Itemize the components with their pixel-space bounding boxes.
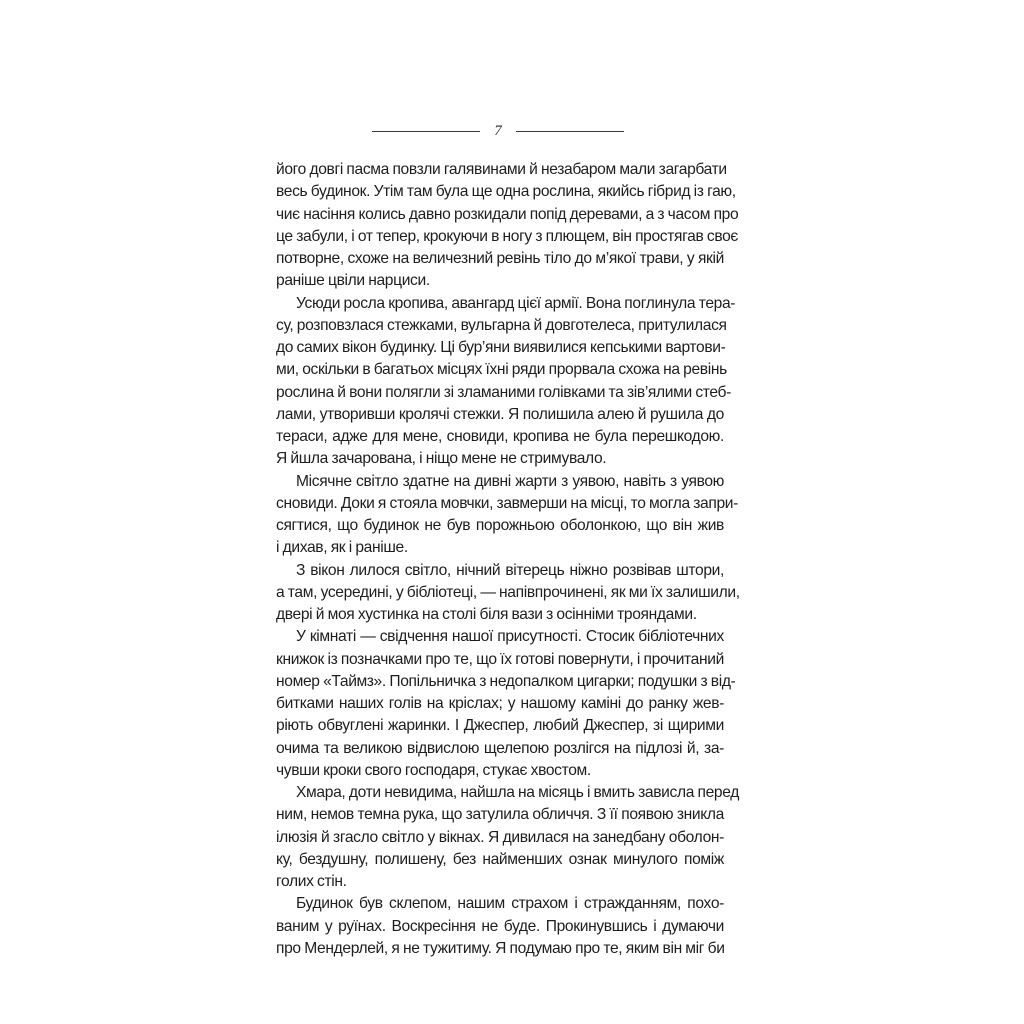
text-line: сновиди. Доки я стояла мовчки, завмерши на місці, то могла запри- bbox=[276, 494, 738, 512]
page-header bbox=[372, 121, 624, 141]
text-line: ваним у руїнах. Воскресіння не буде. Прокинувшись і думаючи bbox=[276, 917, 724, 935]
paragraph bbox=[276, 471, 738, 560]
text-line: книжок із позначками про те, що їх готові повернути, і прочитаний bbox=[276, 650, 724, 668]
header-rule-right bbox=[516, 131, 624, 132]
text-line: ку, бездушну, полишену, без найменших ознак минулого поміж bbox=[276, 850, 724, 868]
paragraph bbox=[276, 626, 736, 782]
text-line: про Мендерлей, я не тужитиму. Я подумаю про те, яким він міг би bbox=[276, 939, 725, 957]
text-line: це забули, і от тепер, крокуючи в ногу з плющем, він простягав своє bbox=[276, 227, 739, 245]
paragraph bbox=[276, 293, 736, 471]
text-line: Місячне світло здатне на дивні жарти з уявою, навіть з уявою bbox=[296, 472, 724, 490]
text-line: раніше цвіли нарциси. bbox=[276, 272, 430, 290]
text-line: Усюди росла кропива, авангард цієї армії. Вона поглинула тера- bbox=[296, 294, 736, 312]
paragraph bbox=[276, 560, 740, 627]
text-line: чувши кроки свого господаря, стукає хвостом. bbox=[276, 761, 591, 779]
text-line: голих стін. bbox=[276, 873, 347, 890]
text-line: ілюзія й згасло світло у вікнах. Я дивилася на занедбану оболон- bbox=[276, 828, 724, 846]
text-line: очима та великою відвислою щелепою розлігся на підлозі й, за- bbox=[276, 739, 724, 757]
text-line: і дихав, як і раніше. bbox=[276, 539, 408, 557]
body-text bbox=[276, 159, 740, 960]
text-line: тераси, адже для мене, сновиди, кропива не була перешкодою. bbox=[276, 428, 724, 445]
text-line: весь будинок. Утім там була ще одна рослина, якийсь гібрид із гаю, bbox=[276, 183, 736, 201]
text-line: лами, утворивши кролячі стежки. Я полишила алею й рушила до bbox=[276, 405, 724, 423]
text-line: двері й моя хустинка на столі біля вази з осінніми трояндами. bbox=[276, 606, 697, 623]
text-line: сягтися, що будинок не був порожньою оболонкою, що він жив bbox=[276, 517, 724, 534]
text-line: потворне, схоже на величезний ревінь тіло до м’якої трави, у якій bbox=[276, 250, 724, 267]
page-number: 7 bbox=[494, 123, 502, 139]
text-line: його довгі пасма повзли галявинами й незабаром мали загарбати bbox=[276, 161, 727, 178]
paragraph bbox=[276, 782, 739, 893]
text-line: ми, оскільки в багатьох місцях їхні ряди прорвала схожа на ревінь bbox=[276, 361, 727, 379]
text-line: до самих вікон будинку. Ці бур’яни виявилися кепськими вартови- bbox=[276, 339, 726, 356]
header-rule-left bbox=[372, 131, 480, 132]
paragraph bbox=[276, 893, 724, 960]
text-line: чиє насіння колись давно розкидали попід деревами, а з часом про bbox=[276, 205, 739, 223]
text-line: су, розповзлася стежками, вульгарна й довготелеса, притулилася bbox=[276, 316, 727, 334]
paragraph bbox=[276, 159, 739, 293]
text-line: Я йшла зачарована, і ніщо мене не стримувало. bbox=[276, 450, 607, 468]
text-line: ним, немов темна рука, що затулила обличчя. З її появою зникла bbox=[276, 806, 724, 824]
text-line: битками наших голів на кріслах; у нашому каміні до ранку жев- bbox=[276, 695, 724, 712]
text-line: а там, усередині, у бібліотеці, — напівпрочинені, як ми їх залишили, bbox=[276, 583, 740, 601]
text-line: Хмара, доти невидима, найшла на місяць і вмить зависла перед bbox=[296, 784, 739, 801]
text-line: номер «Таймз». Попільничка з недопалком цигарки; подушки з від- bbox=[276, 672, 736, 690]
text-line: ріють обвуглені жаринки. І Джеспер, любий Джеспер, зі щирими bbox=[276, 717, 724, 735]
text-line: З вікон лилося світло, нічний вітерець ніжно розвівав штори, bbox=[296, 561, 724, 579]
text-line: рослина й вони полягли зі зламаними голівками та зів’ялими стеб- bbox=[276, 383, 731, 401]
text-line: Будинок був склепом, нашим страхом і стражданням, похо- bbox=[296, 895, 724, 913]
text-line: У кімнаті — свідчення нашої присутності. Стосик бібліотечних bbox=[296, 628, 724, 646]
